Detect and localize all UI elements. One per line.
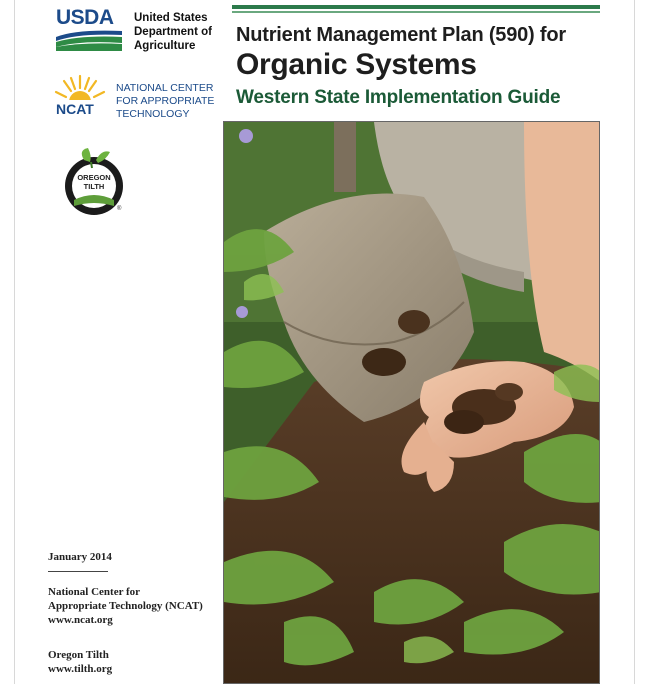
- ncat-line-3: TECHNOLOGY: [116, 108, 190, 120]
- publisher-ncat: [48, 585, 203, 627]
- publisher-ncat-line-2: Appropriate Technology (NCAT): [48, 600, 203, 612]
- page-edge-right: [634, 0, 635, 684]
- usda-logo-block: [56, 6, 226, 57]
- usda-name: [134, 11, 212, 53]
- publisher-oregon-tilth: [48, 648, 112, 676]
- usda-line-3: Agriculture: [134, 40, 196, 52]
- cover-photo: [223, 121, 600, 684]
- title-rule-thick: [232, 5, 600, 9]
- cover-photo-illustration: [224, 122, 600, 684]
- document-title-line-2: Organic Systems: [236, 48, 477, 81]
- usda-wordmark: USDA: [56, 6, 114, 29]
- usda-hills-icon: [56, 9, 122, 51]
- ncat-name: [116, 82, 214, 121]
- publisher-ncat-url[interactable]: www.ncat.org: [48, 614, 113, 626]
- ncat-line-1: NATIONAL CENTER: [116, 82, 214, 94]
- page-edge-left: [14, 0, 15, 684]
- publisher-ncat-line-1: National Center for: [48, 586, 141, 598]
- publisher-tilth-url[interactable]: www.tilth.org: [48, 663, 113, 675]
- tilth-line-1: OREGON: [77, 173, 111, 182]
- ncat-line-2: FOR APPROPRIATE: [116, 95, 215, 107]
- ncat-wordmark: NCAT: [56, 101, 94, 117]
- usda-line-2: Department of: [134, 26, 212, 38]
- date-divider: [48, 571, 108, 572]
- publisher-tilth-name: Oregon Tilth: [48, 649, 109, 661]
- publication-date: January 2014: [48, 551, 112, 563]
- document-subtitle: Western State Implementation Guide: [236, 87, 561, 108]
- registered-mark: ®: [117, 206, 122, 212]
- title-rule-thin: [232, 11, 600, 13]
- oregon-tilth-logo: [62, 148, 128, 218]
- usda-line-1: United States: [134, 12, 208, 24]
- ncat-logo-block: [54, 72, 224, 122]
- oregon-tilth-name: [76, 173, 112, 191]
- tilth-line-2: TILTH: [83, 182, 105, 191]
- document-title-line-1: Nutrient Management Plan (590) for: [236, 24, 566, 46]
